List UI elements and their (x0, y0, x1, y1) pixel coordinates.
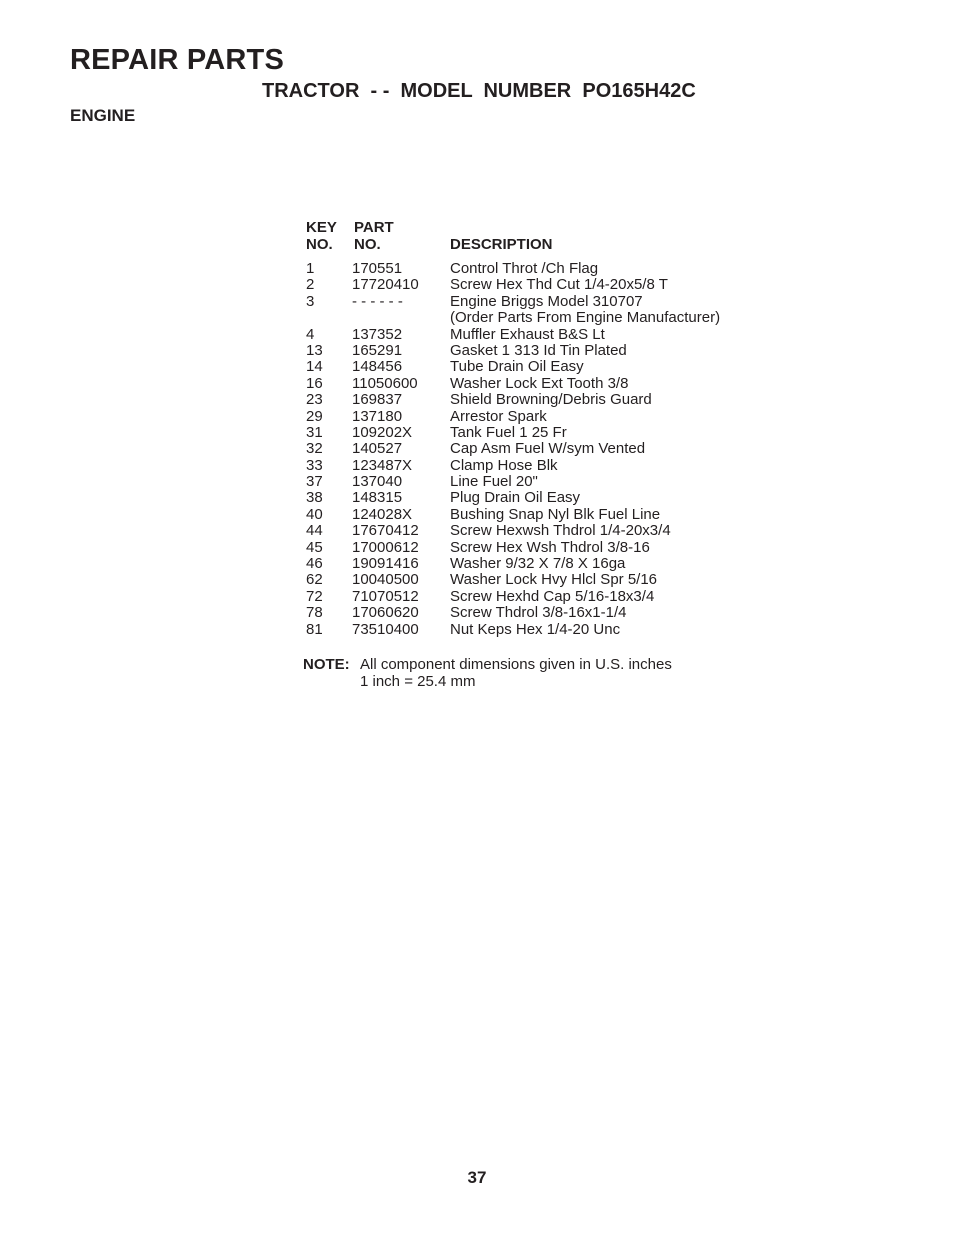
section-heading: ENGINE (70, 106, 136, 125)
part-number-cell: 137180 (352, 407, 403, 425)
description-cell: Muffler Exhaust B&S Lt (450, 325, 605, 343)
page-title: REPAIR PARTS (70, 44, 285, 76)
description-cell: Gasket 1 313 Id Tin Plated (450, 341, 627, 359)
key-cell: 3 (306, 292, 315, 310)
description-cell: Tank Fuel 1 25 Fr (450, 423, 567, 441)
part-header: NO. (354, 236, 381, 253)
key-cell: 45 (306, 538, 323, 556)
part-number-cell: - - - - - - (352, 292, 403, 310)
part-number-cell: 11050600 (352, 374, 418, 392)
key-cell: 33 (306, 456, 323, 474)
description-cell: Line Fuel 20" (450, 473, 538, 491)
description-cell: Cap Asm Fuel W/sym Vented (450, 440, 646, 458)
key-header: KEY (306, 219, 337, 236)
description-cell: Control Throt /Ch Flag (450, 260, 599, 277)
part-number-cell: 109202X (352, 423, 413, 441)
table-row (306, 261, 806, 277)
table-row (306, 458, 806, 474)
table-body (306, 261, 806, 638)
table-row (306, 277, 806, 293)
key-cell: 32 (306, 440, 323, 458)
table-header-row-2 (306, 236, 806, 253)
table-row (306, 343, 806, 359)
description-cell: Engine Briggs Model 310707 (450, 292, 643, 310)
key-cell: 38 (306, 489, 323, 507)
description-cell: Tube Drain Oil Easy (450, 358, 584, 376)
note-label: NOTE: (303, 656, 350, 673)
key-cell: 1 (306, 260, 315, 277)
key-cell: 72 (306, 587, 323, 605)
page-number: 37 (467, 1168, 487, 1187)
table-row (306, 376, 806, 392)
description-cell: Screw Hexhd Cap 5/16-18x3/4 (450, 587, 655, 605)
table-row (306, 572, 806, 588)
part-number-cell: 73510400 (352, 620, 419, 638)
part-number-cell: 137040 (352, 473, 403, 491)
description-cell: Shield Browning/Debris Guard (450, 391, 652, 409)
parts-table (306, 219, 806, 638)
description-cell: Screw Thdrol 3/8-16x1-1/4 (450, 604, 627, 622)
description-cell: Screw Hex Thd Cut 1/4-20x5/8 T (450, 276, 668, 294)
key-cell: 37 (306, 473, 323, 491)
key-cell: 81 (306, 620, 323, 638)
table-row (306, 310, 806, 326)
table-row (306, 622, 806, 638)
description-cell: Clamp Hose Blk (450, 456, 558, 474)
part-number-cell: 17060620 (352, 604, 419, 622)
key-cell: 46 (306, 555, 323, 573)
part-number-cell: 140527 (352, 440, 403, 458)
table-row (306, 523, 806, 539)
table-header-row-1 (306, 219, 806, 236)
key-cell: 40 (306, 505, 323, 523)
key-cell: 78 (306, 604, 323, 622)
note-text (360, 657, 672, 690)
part-number-cell: 123487X (352, 456, 413, 474)
table-row (306, 540, 806, 556)
table-row (306, 392, 806, 408)
part-number-cell: 148456 (352, 358, 403, 376)
table-row (306, 425, 806, 441)
table-row (306, 409, 806, 425)
key-cell: 13 (306, 341, 323, 359)
key-cell: 29 (306, 407, 323, 425)
description-cell: (Order Parts From Engine Manufacturer) (450, 309, 721, 327)
table-row (306, 441, 806, 457)
description-cell: Washer Lock Ext Tooth 3/8 (450, 374, 629, 392)
description-header: DESCRIPTION (450, 236, 553, 253)
model-heading: TRACTOR - - MODEL NUMBER PO165H42C (262, 80, 696, 102)
note-line: 1 inch = 25.4 mm (360, 672, 476, 690)
description-cell: Washer 9/32 X 7/8 X 16ga (450, 555, 626, 573)
table-row (306, 294, 806, 310)
table-row (306, 589, 806, 605)
part-number-cell: 137352 (352, 325, 403, 343)
description-cell: Screw Hexwsh Thdrol 1/4-20x3/4 (450, 522, 671, 540)
key-cell: 31 (306, 423, 323, 441)
part-number-cell: 169837 (352, 391, 403, 409)
table-row (306, 474, 806, 490)
key-cell: 44 (306, 522, 323, 540)
key-cell: 62 (306, 571, 323, 589)
key-cell: 16 (306, 374, 323, 392)
part-number-cell: 17720410 (352, 276, 419, 294)
description-cell: Nut Keps Hex 1/4-20 Unc (450, 620, 621, 638)
description-cell: Plug Drain Oil Easy (450, 489, 581, 507)
table-row (306, 359, 806, 375)
part-number-cell: 148315 (352, 489, 403, 507)
part-number-cell: 124028X (352, 505, 413, 523)
part-number-cell: 10040500 (352, 571, 419, 589)
part-number-cell: 170551 (352, 260, 403, 277)
table-row (306, 507, 806, 523)
description-cell: Bushing Snap Nyl Blk Fuel Line (450, 505, 661, 523)
key-cell: 2 (306, 276, 315, 294)
key-cell: 14 (306, 358, 323, 376)
table-row (306, 605, 806, 621)
key-cell: 23 (306, 391, 323, 409)
part-header: PART (354, 219, 394, 236)
key-cell: 4 (306, 325, 315, 343)
part-number-cell: 165291 (352, 341, 403, 359)
description-cell: Washer Lock Hvy Hlcl Spr 5/16 (450, 571, 658, 589)
part-number-cell: 17000612 (352, 538, 419, 556)
description-cell: Arrestor Spark (450, 407, 547, 425)
part-number-cell: 17670412 (352, 522, 419, 540)
table-row (306, 490, 806, 506)
table-row (306, 327, 806, 343)
part-number-cell: 71070512 (352, 587, 419, 605)
part-number-cell: 19091416 (352, 555, 419, 573)
note-line: All component dimensions given in U.S. inches (360, 656, 672, 673)
key-header: NO. (306, 236, 333, 253)
table-row (306, 556, 806, 572)
description-cell: Screw Hex Wsh Thdrol 3/8-16 (450, 538, 650, 556)
